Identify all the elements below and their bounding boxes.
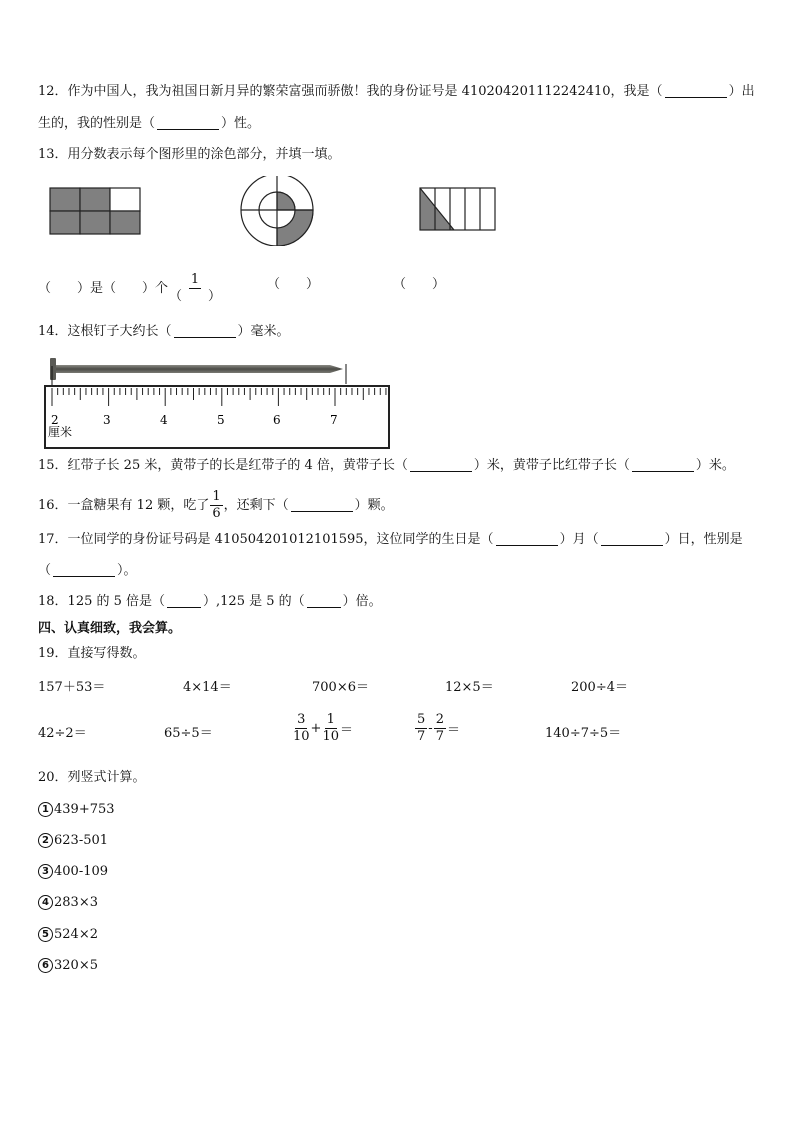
ruler-unit: 厘米 [48,425,73,439]
calc-item: 157＋53＝ [38,680,106,695]
calc-item: 42÷2＝ [38,726,87,741]
section-heading: 四、认真细致，我会算。 [38,621,182,636]
question-20-text: 20．列竖式计算。 [38,770,146,785]
question-12-line2: 生的，我的性别是（ ）性。 [38,116,261,131]
question-13-answer-2[interactable]: （ ） [267,277,320,292]
fraction-diff-item: $\frac{5}{7}$ - $\frac{2}{7}$ ＝ [417,712,460,744]
circled-number: 2 [38,833,53,848]
ruler-label-4: 4 [160,413,168,427]
answer-blank[interactable] [632,460,694,472]
calc-item: 140÷7÷5＝ [545,726,622,741]
concentric-circle-figure [241,176,313,246]
calc-item: 65÷5＝ [164,726,213,741]
fraction: $\frac{1}{10}$ [322,712,339,744]
answer-blank[interactable] [174,326,236,338]
answer-blank[interactable] [291,500,353,512]
circled-number: 1 [38,802,53,817]
answer-blank[interactable] [157,118,219,130]
calc-item: 12×5＝ [445,680,494,695]
vertical-calc-item-6: 6 320×5 [38,956,98,976]
circled-number: 5 [38,927,53,942]
calc-item: 4×14＝ [183,680,232,695]
answer-blank[interactable] [167,596,201,608]
nail-ruler-figure [40,352,392,450]
vertical-calc-item-1: 1 439+753 [38,800,115,820]
circled-number: 6 [38,958,53,973]
question-13-answer-3[interactable]: （ ） [393,277,446,292]
vertical-calc-item-3: 3 400-109 [38,862,108,882]
circled-number: 3 [38,864,53,879]
question-17-line1: 17．一位同学的身份证号码是 410504201012101595，这位同学的生日是（ ）月（ ）日，性别是 [38,532,743,547]
fraction: $\frac{1}{( )}$ [169,272,222,304]
fraction: $\frac{2}{7}$ [435,712,444,744]
fraction-sum-item: $\frac{3}{10}$ + $\frac{1}{10}$ ＝ [293,712,354,744]
fraction: $\frac{3}{10}$ [293,712,310,744]
question-14-text: 14．这根钉子大约长（ ）毫米。 [38,324,290,339]
question-12-line1: 12．作为中国人，我为祖国日新月异的繁荣富强而骄傲！我的身份证号是 410204201112242410，我是（ ）出 [38,84,755,99]
answer-blank[interactable] [410,460,472,472]
vertical-calc-item-2: 2 623-501 [38,831,108,851]
answer-blank[interactable] [307,596,341,608]
answer-blank[interactable] [601,534,663,546]
calc-item: 200÷4＝ [571,680,628,695]
answer-blank[interactable] [496,534,558,546]
ruler-label-3: 3 [103,413,111,427]
question-16: 16．一盒糖果有 12 颗，吃了 $\frac{1}{6}$ ，还剩下（ ）颗。 [38,489,394,521]
strip-triangle-figure [420,188,495,230]
question-17-line2: （ ）。 [38,563,137,578]
fraction: $\frac{5}{7}$ [417,712,426,744]
question-13-text: 13．用分数表示每个图形里的涂色部分，并填一填。 [38,147,341,162]
answer-blank[interactable] [665,86,727,98]
circled-number: 4 [38,895,53,910]
question-15: 15．红带子长 25 米，黄带子的长是红带子的 4 倍，黄带子长（ ）米，黄带子比红带子长（ ）米。 [38,458,735,473]
question-18: 18．125 的 5 倍是（ ）,125 是 5 的（ ）倍。 [38,594,382,609]
grid-rectangle-figure [50,188,140,234]
ruler-label-2: 2 [51,413,59,427]
ruler-label-6: 6 [273,413,281,427]
ruler-label-7: 7 [330,413,338,427]
vertical-calc-item-4: 4 283×3 [38,893,98,913]
answer-blank[interactable] [53,565,115,577]
question-19-text: 19．直接写得数。 [38,646,146,661]
question-13-answers: （ ）是（ ）个 $\frac{1}{( )}$ [38,272,222,304]
calc-item: 700×6＝ [312,680,369,695]
nail-image [50,358,343,380]
q13-figures [40,176,510,246]
fraction: $\frac{1}{6}$ [212,489,221,521]
ruler-label-5: 5 [217,413,225,427]
vertical-calc-item-5: 5 524×2 [38,925,98,945]
